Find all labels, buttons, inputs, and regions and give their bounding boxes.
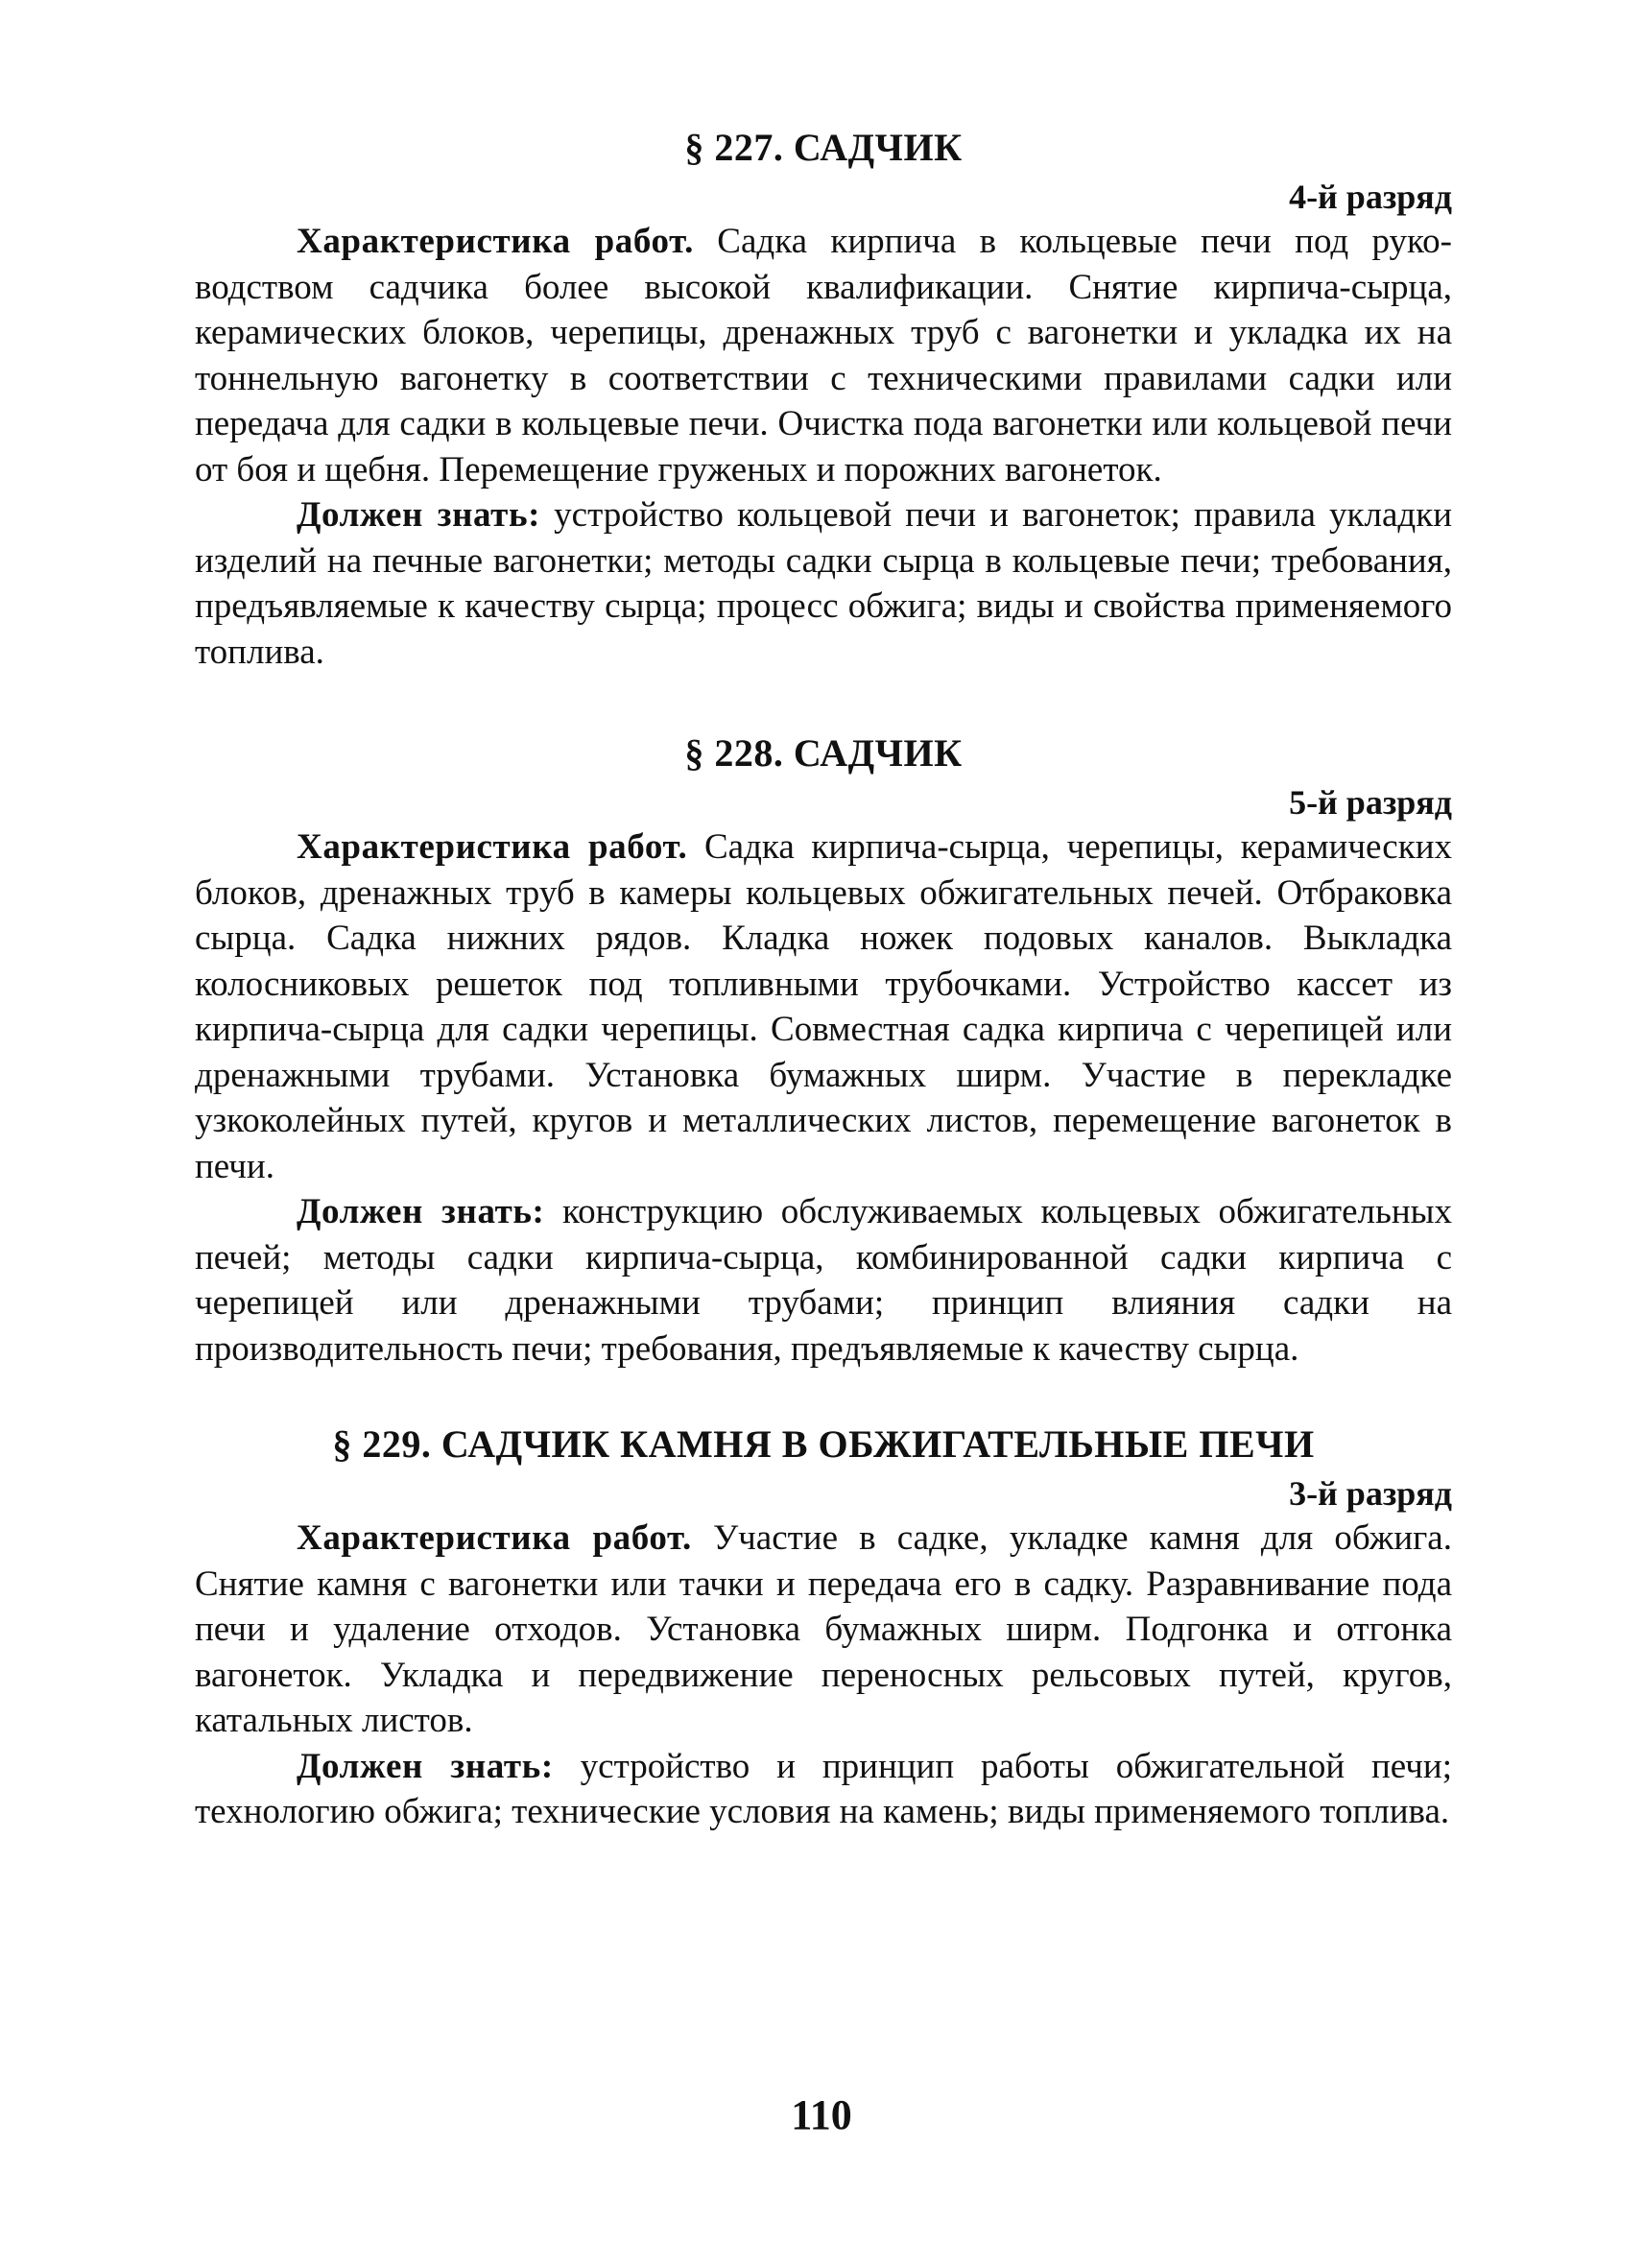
must-know-paragraph	[195, 492, 1452, 675]
section-title: § 229. САДЧИК КАМНЯ В ОБЖИГАТЕЛЬНЫЕ ПЕЧИ	[332, 1422, 1315, 1466]
section-229	[195, 1420, 1452, 1835]
work-characteristics-text: Садка кирпича-сырца, черепицы, керамических блоков, дренажных труб в камеры кольцевых обжигательных печей. Отбраковка сырца. Садка нижних рядов. Кладка ножек подовых каналов. Выкладка колосниковых решеток под топливными трубочками. Устройство кассет из кирпича-сырца для садки черепицы. Совместная садка кирпича с черепицей или дренажными трубами. Установка бумажных ширм. Участие в перекладке узкоколейных путей, кругов и металлических листов, перемещение вагонеток в печи.	[195, 827, 1452, 1186]
rank-label: 3-й разряд	[1289, 1474, 1452, 1513]
section-227	[195, 123, 1452, 675]
work-characteristics-paragraph	[195, 219, 1452, 492]
section-title: § 228. САДЧИК	[684, 731, 963, 775]
document-page	[195, 123, 1452, 1835]
work-characteristics-label: Характеристика работ.	[297, 222, 694, 261]
must-know-label: Должен знать:	[297, 495, 541, 535]
work-characteristics-text: Садка кирпича в кольцевые печи под руководством садчика более высокой квалификации. Снятие кирпича-сырца, керамических блоков, черепицы, дренажных труб с вагонетки и укладка их на тоннельную вагонетку в соответствии с техническими правилами садки или передача для садки в кольцевые печи. Очистка пода вагонетки или кольцевой печи от боя и щебня. Перемещение груженых и порожних вагонеток.	[195, 222, 1452, 489]
must-know-paragraph	[195, 1189, 1452, 1372]
must-know-text: конструкцию обслуживаемых кольцевых обжигательных печей; методы садки кирпича-сырца, комбинированной садки кирпича с черепицей или дренажными трубами; принцип влияния садки на производительность печи; требования, предъявляемые к качеству сырца.	[195, 1192, 1452, 1369]
work-characteristics-label: Характеристика работ.	[297, 827, 688, 867]
must-know-paragraph	[195, 1744, 1452, 1835]
must-know-label: Должен знать:	[297, 1746, 554, 1786]
must-know-label: Должен знать:	[297, 1192, 545, 1231]
rank-label: 4-й разряд	[1289, 178, 1452, 216]
must-know-text: устройство и принцип работы обжигательной печи; технологию обжига; технические условия на камень; виды применяемого топлива.	[195, 1746, 1452, 1831]
section-title: § 227. САДЧИК	[684, 126, 963, 169]
work-characteristics-paragraph	[195, 824, 1452, 1189]
page-number: 110	[791, 2091, 852, 2138]
work-characteristics-paragraph	[195, 1516, 1452, 1744]
section-228	[195, 728, 1452, 1372]
rank-label: 5-й разряд	[1289, 783, 1452, 822]
work-characteristics-label: Характеристика работ.	[297, 1518, 692, 1558]
work-characteristics-text: Участие в садке, укладке камня для обжига. Снятие камня с вагонетки или тачки и передача его в садку. Разравнивание пода печи и удаление отходов. Установка бумажных ширм. Подгонка и отгонка вагонеток. Укладка и передвижение переносных рельсовых путей, кругов, катальных листов.	[195, 1518, 1452, 1740]
must-know-text: устройство кольцевой печи и вагонеток; правила укладки изделий на печные вагонетки; методы садки сырца в кольцевые печи; требования, предъявляемые к качеству сырца; процесс обжига; виды и свойства применяемого топлива.	[195, 495, 1452, 672]
